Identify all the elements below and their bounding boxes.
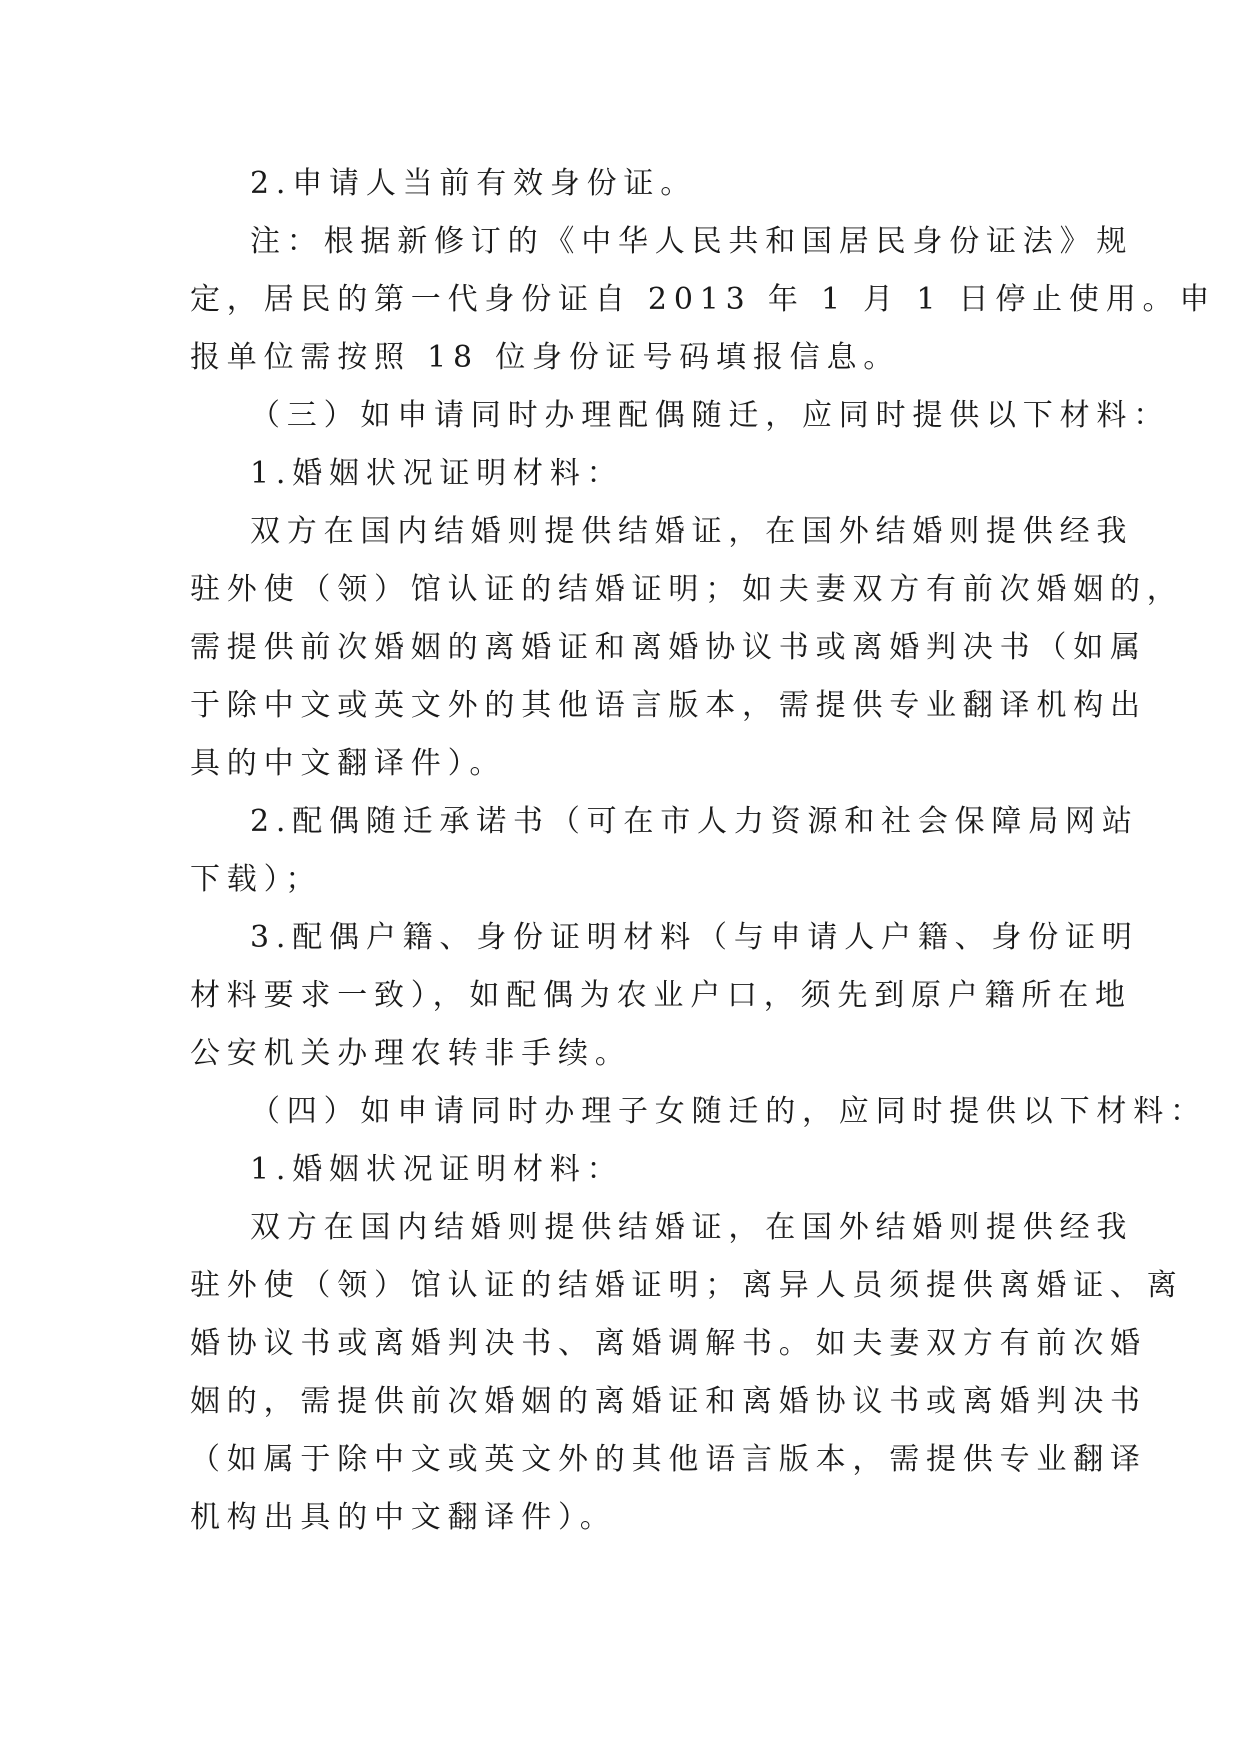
paragraph-line: 于除中文或英文外的其他语言版本，需提供专业翻译机构出	[190, 688, 1147, 723]
paragraph-line: 下载）；	[190, 862, 323, 897]
section-heading: （三）如申请同时办理配偶随迁，应同时提供以下材料：	[250, 398, 1170, 433]
section-heading: （四）如申请同时办理子女随迁的，应同时提供以下材料：	[250, 1094, 1207, 1129]
paragraph-line: 定，居民的第一代身份证自 2013 年 1 月 1 日停止使用。申	[190, 282, 1217, 317]
paragraph-line: （如属于除中文或英文外的其他语言版本，需提供专业翻译	[190, 1442, 1147, 1477]
paragraph-line: 驻外使（领）馆认证的结婚证明；如夫妻双方有前次婚姻的，	[190, 572, 1184, 607]
paragraph-line: 驻外使（领）馆认证的结婚证明；离异人员须提供离婚证、离	[190, 1268, 1184, 1303]
paragraph-line: 公安机关办理农转非手续。	[190, 1036, 632, 1071]
paragraph-line: 注：根据新修订的《中华人民共和国居民身份证法》规	[250, 224, 1134, 259]
paragraph-line: 材料要求一致），如配偶为农业户口，须先到原户籍所在地	[190, 978, 1132, 1013]
paragraph-line: 婚协议书或离婚判决书、离婚调解书。如夫妻双方有前次婚	[190, 1326, 1147, 1361]
paragraph-line: 姻的，需提供前次婚姻的离婚证和离婚协议书或离婚判决书	[190, 1384, 1147, 1419]
paragraph-line: 3.配偶户籍、身份证明材料（与申请人户籍、身份证明	[250, 920, 1139, 955]
paragraph-line: 具的中文翻译件）。	[190, 746, 507, 781]
paragraph-line: 2.申请人当前有效身份证。	[250, 166, 698, 201]
paragraph-line: 1.婚姻状况证明材料：	[250, 456, 624, 491]
paragraph-line: 机构出具的中文翻译件）。	[190, 1500, 617, 1535]
paragraph-line: 双方在国内结婚则提供结婚证，在国外结婚则提供经我	[250, 1210, 1134, 1245]
paragraph-line: 双方在国内结婚则提供结婚证，在国外结婚则提供经我	[250, 514, 1134, 549]
paragraph-line: 需提供前次婚姻的离婚证和离婚协议书或离婚判决书（如属	[190, 630, 1147, 665]
paragraph-line: 2.配偶随迁承诺书（可在市人力资源和社会保障局网站	[250, 804, 1139, 839]
paragraph-line: 1.婚姻状况证明材料：	[250, 1152, 624, 1187]
paragraph-line: 报单位需按照 18 位身份证号码填报信息。	[190, 340, 901, 375]
